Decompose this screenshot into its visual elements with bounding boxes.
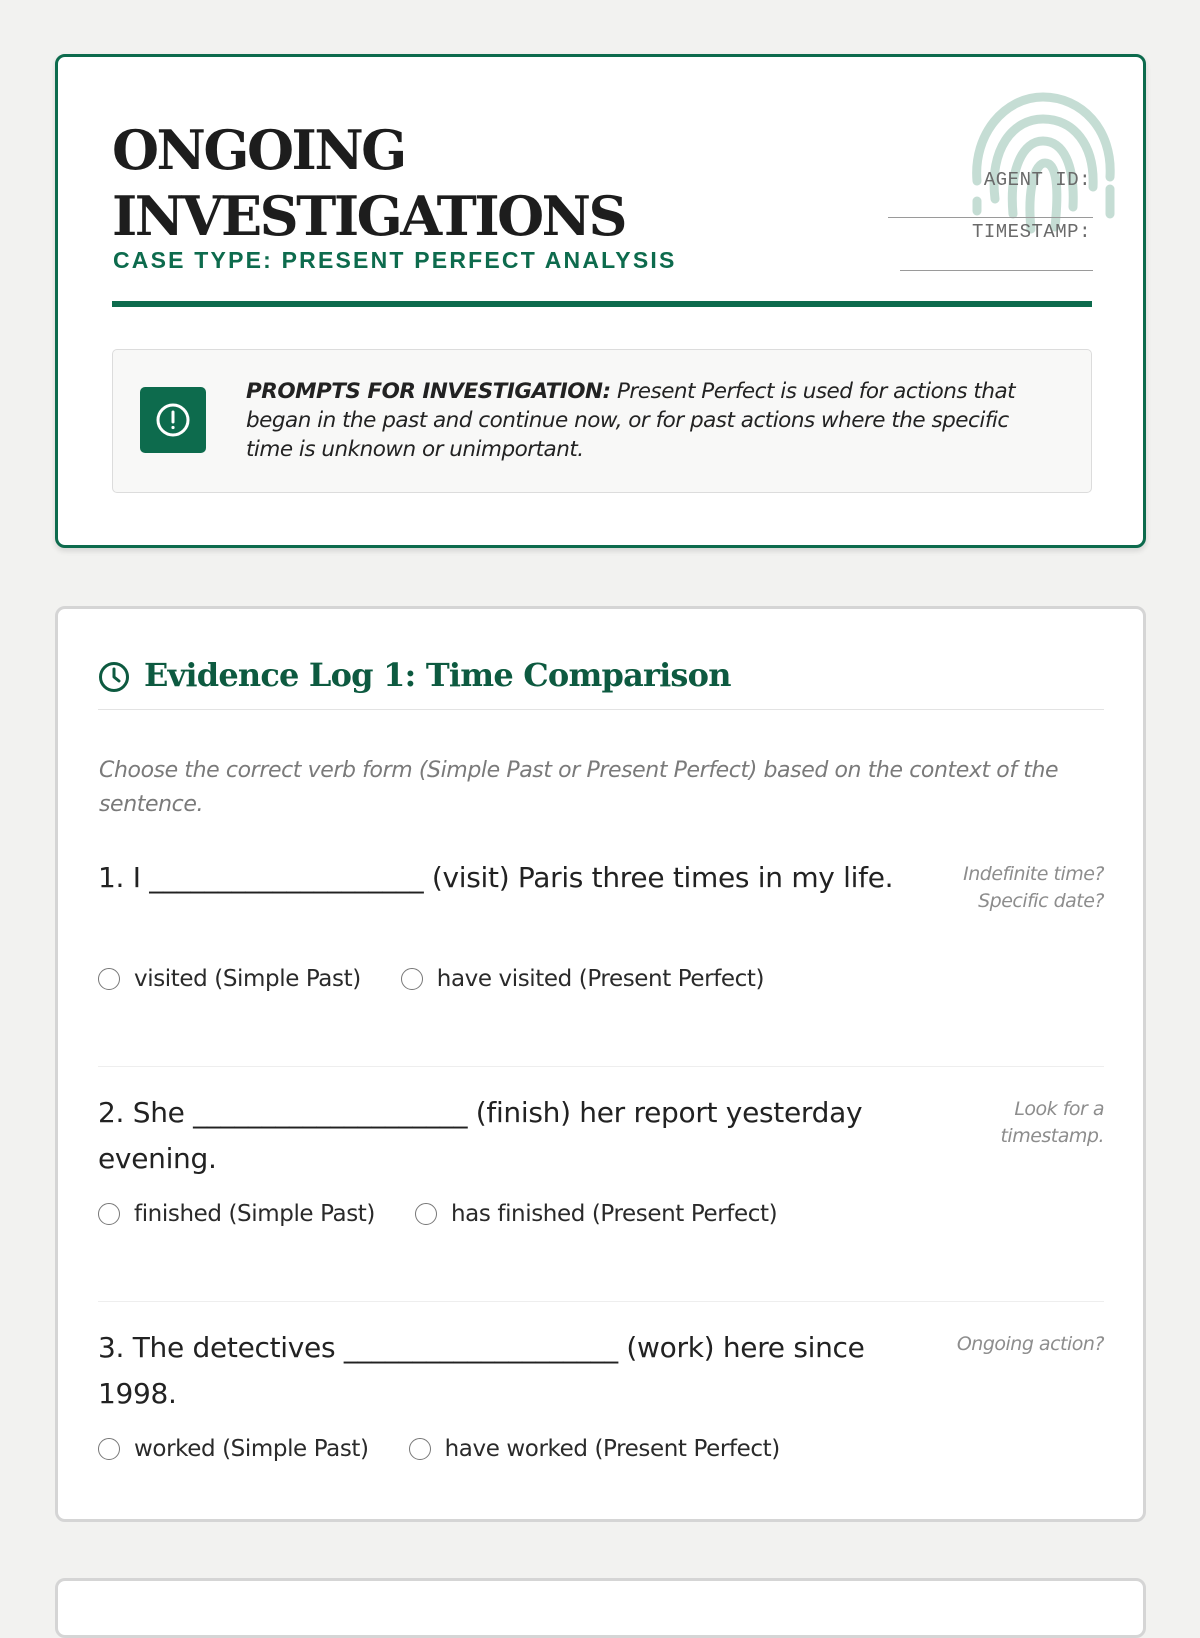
option-present-perfect[interactable]	[415, 1201, 777, 1227]
question-text: 3. The detectives ____________________ (work) here since 1998.	[98, 1331, 865, 1410]
case-type-label: CASE TYPE: PRESENT PERFECT ANALYSIS	[113, 247, 677, 273]
option-simple-past[interactable]	[98, 1201, 375, 1227]
question-divider	[98, 1301, 1104, 1302]
agent-id-field[interactable]	[888, 217, 1093, 218]
alert-badge	[140, 387, 206, 453]
prompt-body: Present Perfect is used for actions that began in the past and continue now, or for past actions where the specific time is unknown or unimportant.	[246, 379, 1016, 462]
case-header-card	[55, 54, 1146, 548]
option-simple-past[interactable]	[98, 1436, 369, 1462]
option-label: worked (Simple Past)	[134, 1436, 369, 1462]
option-label: have visited (Present Perfect)	[436, 966, 765, 992]
option-label: has finished (Present Perfect)	[451, 1201, 778, 1227]
question-hint: Look for a timestamp.	[1000, 1098, 1104, 1147]
question-divider	[98, 1066, 1104, 1067]
answer-options	[98, 1432, 820, 1466]
question-3	[98, 1325, 1104, 1475]
option-simple-past[interactable]	[98, 966, 361, 992]
option-present-perfect[interactable]	[409, 1436, 780, 1462]
radio-button[interactable]	[98, 968, 120, 990]
question-hint: Indefinite time? Specific date?	[963, 863, 1104, 912]
prompt-lead: PROMPTS FOR INVESTIGATION:	[246, 379, 611, 404]
timestamp-field[interactable]	[900, 270, 1093, 271]
page-title: ONGOING INVESTIGATIONS	[112, 118, 626, 248]
section-title: Evidence Log 1: Time Comparison	[144, 656, 731, 694]
option-label: have worked (Present Perfect)	[444, 1436, 780, 1462]
prompt-callout	[112, 349, 1092, 493]
prompt-text	[246, 377, 1056, 464]
option-label: visited (Simple Past)	[134, 966, 361, 992]
option-present-perfect[interactable]	[401, 966, 764, 992]
question-1	[98, 855, 1104, 1005]
alert-circle-icon	[155, 402, 191, 438]
header-divider	[112, 301, 1092, 307]
agent-id-label: AGENT ID:	[983, 169, 1091, 191]
radio-button[interactable]	[98, 1438, 120, 1460]
answer-options	[98, 962, 804, 996]
radio-button[interactable]	[415, 1203, 437, 1225]
instructions: Choose the correct verb form (Simple Past or Present Perfect) based on the context of the sentence.	[99, 758, 1059, 817]
question-text: 2. She ____________________ (finish) her report yesterday evening.	[98, 1096, 863, 1175]
answer-options	[98, 1197, 817, 1231]
timestamp-label: TIMESTAMP:	[971, 221, 1091, 243]
clock-icon	[98, 661, 130, 693]
next-evidence-card	[55, 1578, 1146, 1638]
radio-button[interactable]	[98, 1203, 120, 1225]
question-hint: Ongoing action?	[956, 1333, 1104, 1355]
radio-button[interactable]	[401, 968, 423, 990]
evidence-log-card	[55, 606, 1146, 1522]
question-text: 1. I ____________________ (visit) Paris three times in my life.	[98, 861, 894, 894]
option-label: finished (Simple Past)	[134, 1201, 375, 1227]
section-header	[98, 639, 1104, 710]
question-2	[98, 1090, 1104, 1240]
radio-button[interactable]	[409, 1438, 431, 1460]
